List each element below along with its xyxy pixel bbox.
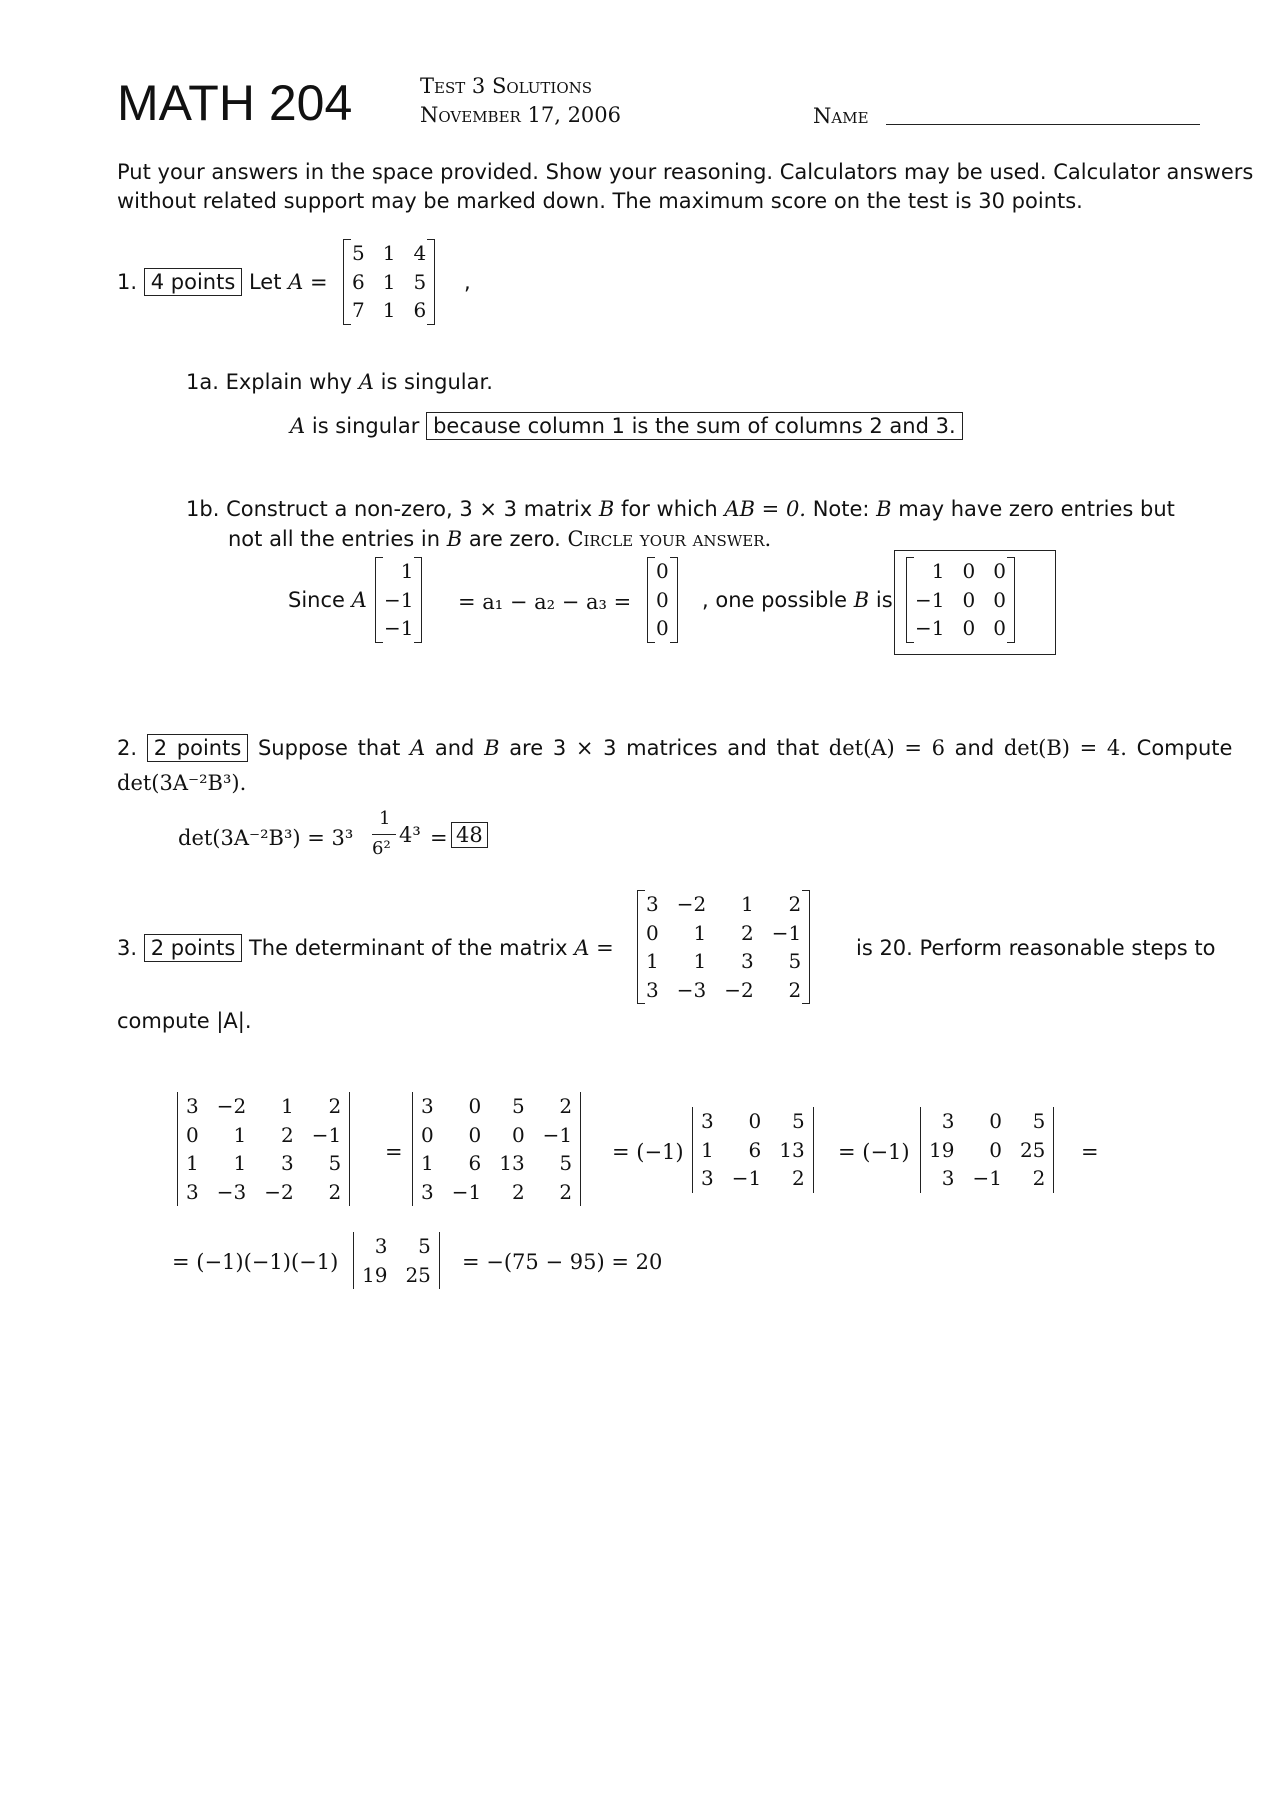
matrix-entry: −1 — [771, 920, 802, 945]
q2-and-2: and — [954, 736, 995, 760]
matrix-row — [637, 947, 810, 976]
matrix-entry: 7 — [352, 298, 365, 323]
matrix-entry: 3 — [280, 1151, 294, 1176]
matrix-entry: 2 — [791, 1166, 805, 1191]
matrix-row — [637, 919, 810, 948]
q1-var-a: A — [288, 270, 304, 294]
matrix-entry: 6 — [748, 1137, 762, 1162]
q2-text-b: are 3 × 3 matrices and that — [509, 736, 820, 760]
q1-comma: , — [464, 270, 471, 294]
matrix-entry: 2 — [328, 1094, 342, 1119]
matrix-entry: 1 — [740, 892, 754, 917]
q3-matrix-a — [637, 890, 810, 1004]
q2-answer: 48 — [451, 822, 488, 848]
q1b-text-c: for which — [620, 497, 718, 521]
q3-line-1 — [117, 936, 614, 960]
matrix-entry: 13 — [779, 1137, 805, 1162]
q3-eq-4: = — [1081, 1140, 1099, 1164]
matrix-entry: 2 — [1032, 1166, 1046, 1191]
matrix-entry: 0 — [993, 587, 1006, 612]
q3-det-3 — [692, 1107, 814, 1193]
q1b-since-var: A — [351, 588, 367, 612]
matrix-row — [343, 296, 435, 325]
q1b-text-2a: not all the entries in — [228, 527, 441, 551]
matrix-entry: 5 — [1032, 1109, 1046, 1134]
matrix-row — [906, 557, 1015, 586]
test-title: Test 3 Solutions — [420, 74, 593, 98]
q2-det-b: det(B) = 4. — [1003, 736, 1127, 760]
matrix-entry: 3 — [646, 892, 659, 917]
matrix-entry: 2 — [740, 920, 754, 945]
matrix-entry: 1 — [931, 559, 945, 584]
q1-number: 1. — [117, 270, 138, 294]
matrix-entry: 0 — [421, 1122, 434, 1147]
matrix-row — [177, 1178, 350, 1207]
matrix-row — [353, 1232, 440, 1261]
q3-final: = −(75 − 95) = 20 — [462, 1250, 663, 1274]
q1-points: 4 points — [144, 268, 243, 296]
matrix-entry: 1 — [382, 241, 396, 266]
matrix-entry: 6 — [413, 298, 427, 323]
q2-fraction-bar — [372, 834, 396, 835]
matrix-row — [412, 1092, 581, 1121]
matrix-entry: 0 — [656, 616, 669, 641]
matrix-entry: 3 — [941, 1166, 955, 1191]
matrix-entry: 0 — [511, 1122, 525, 1147]
q1b-since — [288, 588, 367, 612]
q1b-since-text: Since — [288, 588, 345, 612]
q1b-ab-eq: AB = 0. — [724, 497, 806, 521]
matrix-entry: 2 — [788, 892, 802, 917]
matrix-entry: 3 — [701, 1166, 714, 1191]
matrix-entry: −2 — [724, 977, 754, 1002]
matrix-entry: 5 — [791, 1109, 805, 1134]
matrix-entry: 0 — [646, 920, 659, 945]
matrix-entry: 0 — [468, 1094, 482, 1119]
matrix-entry: −1 — [972, 1166, 1002, 1191]
matrix-row — [906, 586, 1015, 615]
matrix-row — [412, 1178, 581, 1207]
q1a-text: Explain why — [225, 370, 353, 394]
matrix-entry: 1 — [421, 1151, 434, 1176]
matrix-row — [353, 1261, 440, 1290]
matrix-entry: 1 — [382, 298, 396, 323]
q2-compute: Compute — [1136, 736, 1233, 760]
matrix-entry: −1 — [915, 587, 945, 612]
q1a-answer-box: because column 1 is the sum of columns 2 and 3. — [426, 412, 963, 440]
matrix-entry: 5 — [418, 1234, 431, 1259]
matrix-entry: 13 — [499, 1151, 525, 1176]
q3-text-a: The determinant of the matrix — [248, 936, 568, 960]
matrix-entry: 2 — [559, 1094, 573, 1119]
q1a-prompt — [186, 370, 493, 394]
matrix-entry: 0 — [993, 616, 1006, 641]
q3-det-5 — [353, 1232, 440, 1289]
matrix-entry: 19 — [929, 1137, 955, 1162]
instructions-line-2: without related support may be marked down. The maximum score on the test is 30 points. — [117, 189, 1083, 213]
q1a-answer — [290, 414, 963, 438]
matrix-entry: 0 — [989, 1137, 1002, 1162]
matrix-entry: 1 — [186, 1151, 199, 1176]
q2-equals: = — [430, 826, 448, 850]
matrix-row — [692, 1136, 814, 1165]
matrix-entry: 0 — [468, 1122, 482, 1147]
q1-let: Let — [248, 270, 282, 294]
matrix-entry: 2 — [788, 977, 802, 1002]
matrix-entry: 3 — [941, 1109, 955, 1134]
q2-four-cubed: 4³ — [399, 823, 421, 847]
matrix-row — [692, 1164, 814, 1193]
matrix-entry: 5 — [559, 1151, 573, 1176]
q3-number: 3. — [117, 936, 138, 960]
q1b-var-b: B — [598, 497, 615, 521]
q2-expression: det(3A⁻²B³). — [117, 771, 247, 795]
matrix-entry: 0 — [962, 616, 976, 641]
matrix-entry: 1 — [646, 949, 659, 974]
q2-fraction-den: 6² — [372, 838, 391, 859]
q1b-text-g: may have zero entries but — [898, 497, 1175, 521]
matrix-entry: 1 — [693, 920, 707, 945]
matrix-row — [637, 890, 810, 919]
matrix-entry: 1 — [233, 1151, 247, 1176]
matrix-entry: 3 — [421, 1094, 434, 1119]
matrix-row — [177, 1121, 350, 1150]
matrix-entry: 1 — [701, 1137, 714, 1162]
matrix-entry: 2 — [511, 1179, 525, 1204]
q1b-var-b2: B — [876, 497, 892, 521]
q1b-text-a: Construct a non-zero, 3 × 3 matrix — [226, 497, 593, 521]
matrix-entry: −1 — [384, 587, 414, 612]
q1b-possible — [702, 588, 893, 612]
q2-number: 2. — [117, 736, 138, 760]
matrix-entry: 3 — [186, 1179, 199, 1204]
matrix-entry: 1 — [693, 949, 707, 974]
matrix-entry: 5 — [328, 1151, 342, 1176]
matrix-entry: 3 — [646, 977, 659, 1002]
matrix-row — [412, 1121, 581, 1150]
course-title: MATH 204 — [117, 75, 353, 131]
matrix-entry: 2 — [280, 1122, 294, 1147]
q3-text-c: compute |A|. — [117, 1009, 252, 1033]
matrix-row — [920, 1107, 1054, 1136]
matrix-entry: 3 — [374, 1234, 388, 1259]
matrix-entry: −3 — [216, 1179, 247, 1204]
matrix-entry: 0 — [656, 587, 669, 612]
matrix-entry: 5 — [788, 949, 802, 974]
matrix-entry: −1 — [384, 616, 414, 641]
q1b-label: 1b. — [186, 497, 220, 521]
q2-points: 2 points — [147, 734, 249, 762]
matrix-entry: 25 — [405, 1262, 431, 1287]
matrix-entry: −1 — [451, 1179, 482, 1204]
q1b-line-2 — [228, 527, 771, 551]
matrix-entry: −2 — [676, 892, 707, 917]
q1a-label: 1a. — [186, 370, 219, 394]
q1b-column-eq: = a₁ − a₂ − a₃ = — [458, 590, 632, 614]
q1b-line-1 — [186, 497, 1175, 521]
matrix-entry: −1 — [311, 1122, 342, 1147]
q1b-zero-vector — [647, 557, 678, 643]
matrix-row — [906, 614, 1015, 643]
matrix-entry: 3 — [186, 1094, 199, 1119]
matrix-entry: 5 — [352, 241, 365, 266]
q3-eq-2: = (−1) — [612, 1140, 684, 1164]
matrix-entry: 0 — [748, 1109, 762, 1134]
q1b-vector — [375, 557, 422, 643]
matrix-row — [637, 976, 810, 1005]
matrix-entry: −1 — [542, 1122, 573, 1147]
name-line[interactable] — [886, 124, 1200, 125]
q1-heading — [117, 270, 328, 294]
q2-and: and — [434, 736, 475, 760]
instructions-line-1: Put your answers in the space provided. Show your reasoning. Calculators may be used. Calculator answers — [117, 160, 1254, 184]
q3-eq-3: = (−1) — [838, 1140, 910, 1164]
matrix-entry: 3 — [421, 1179, 434, 1204]
matrix-entry: 2 — [328, 1179, 342, 1204]
matrix-entry: 19 — [362, 1262, 388, 1287]
matrix-entry: 1 — [280, 1094, 294, 1119]
matrix-row — [920, 1164, 1054, 1193]
matrix-entry: 0 — [962, 559, 976, 584]
matrix-entry: 1 — [400, 559, 414, 584]
matrix-entry: 0 — [962, 587, 976, 612]
q3-eq-1: = — [385, 1140, 403, 1164]
matrix-entry: −2 — [264, 1179, 294, 1204]
matrix-entry: 5 — [413, 269, 427, 294]
test-date: November 17, 2006 — [420, 103, 622, 127]
matrix-row — [692, 1107, 814, 1136]
q3-eq-5: = (−1)(−1)(−1) — [172, 1250, 339, 1274]
matrix-entry: 25 — [1019, 1137, 1046, 1162]
matrix-entry: 0 — [186, 1122, 199, 1147]
name-label: Name — [813, 104, 869, 128]
q1a-answer-pre: is singular — [311, 414, 420, 438]
matrix-entry: 4 — [413, 241, 427, 266]
q3-text-b: is 20. Perform reasonable steps to — [856, 936, 1216, 960]
matrix-entry: 6 — [468, 1151, 482, 1176]
q1b-possible-is: is — [875, 588, 893, 612]
matrix-entry: −3 — [676, 977, 707, 1002]
q1b-note: Note: — [812, 497, 870, 521]
q2-var-b: B — [484, 736, 500, 760]
matrix-entry: 3 — [740, 949, 754, 974]
q1b-text-2c: are zero. — [468, 527, 561, 551]
matrix-entry: 0 — [993, 559, 1006, 584]
matrix-entry: 3 — [701, 1109, 714, 1134]
matrix-entry: 5 — [511, 1094, 525, 1119]
q1b-circle-instruction: Circle your answer. — [567, 527, 772, 551]
matrix-row — [412, 1149, 581, 1178]
q2-var-a: A — [410, 736, 426, 760]
matrix-row — [177, 1149, 350, 1178]
q1a-var: A — [358, 370, 374, 394]
q1a-text-end: is singular. — [380, 370, 493, 394]
q1b-possible-text: , one possible — [702, 588, 848, 612]
q3-var-a: A = — [574, 936, 614, 960]
q2-line-1 — [117, 736, 1232, 760]
q1b-possible-var: B — [853, 588, 870, 612]
q2-solution-lhs: det(3A⁻²B³) = 3³ — [178, 826, 354, 850]
matrix-entry: 6 — [352, 269, 365, 294]
q1b-var-b3: B — [446, 527, 463, 551]
matrix-row — [177, 1092, 350, 1121]
q1a-answer-var: A — [290, 414, 306, 438]
q1-matrix-a — [343, 239, 435, 325]
matrix-entry: 0 — [656, 559, 669, 584]
matrix-entry: −1 — [731, 1166, 762, 1191]
q3-det-4 — [920, 1107, 1054, 1193]
matrix-entry: 0 — [989, 1109, 1002, 1134]
matrix-row — [920, 1136, 1054, 1165]
q3-det-2 — [412, 1092, 581, 1206]
q1-eq: = — [310, 270, 328, 294]
matrix-entry: −2 — [216, 1094, 247, 1119]
q2-fraction-num: 1 — [379, 808, 391, 829]
matrix-row — [343, 239, 435, 268]
matrix-row — [343, 268, 435, 297]
q2-text-a: Suppose that — [257, 736, 401, 760]
q3-points: 2 points — [144, 934, 243, 962]
matrix-entry: 1 — [382, 269, 396, 294]
q3-det-1 — [177, 1092, 350, 1206]
q1b-matrix-b — [906, 557, 1015, 643]
matrix-entry: 2 — [559, 1179, 573, 1204]
matrix-entry: 1 — [233, 1122, 247, 1147]
matrix-entry: −1 — [915, 616, 945, 641]
q2-det-a: det(A) = 6 — [828, 736, 945, 760]
